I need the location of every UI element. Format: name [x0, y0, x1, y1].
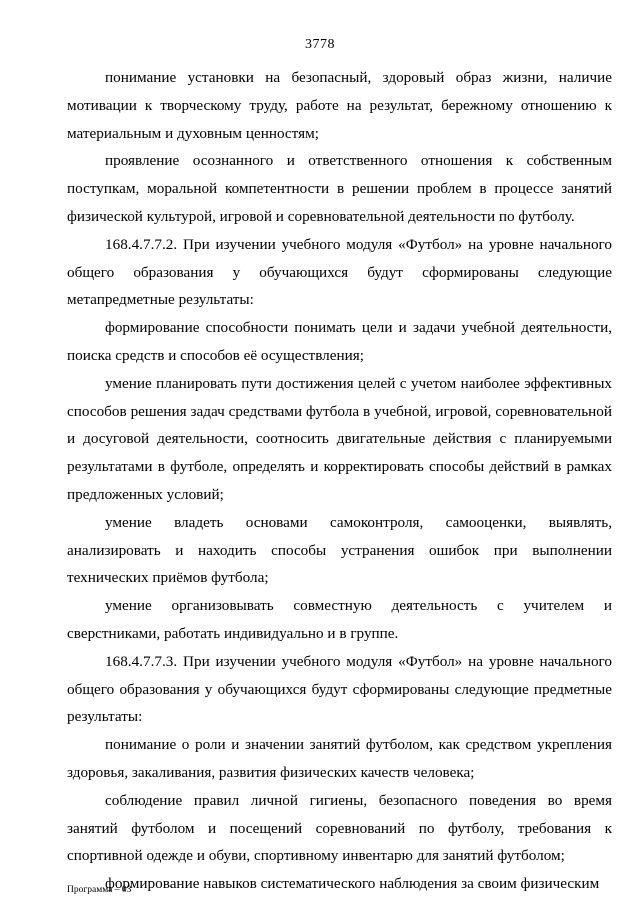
paragraph: формирование способности понимать цели и задачи учебной деятельности, поиска средств и способов её осуществления; — [67, 319, 612, 364]
paragraph: умение организовывать совместную деятельность с учителем и сверстниками, работать индивидуально и в группе. — [67, 597, 612, 642]
paragraph: умение планировать пути достижения целей с учетом наиболее эффективных способов решения задач средствами футбола в учебной, игровой, соревновательной и досуговой деятельности, соотносить двигательные действия с планируемыми результатами в футболе, определять и корректировать способы действий в рамках предложенных условий; — [67, 374, 612, 503]
footer-label: Программа – 03 — [67, 885, 132, 895]
paragraph: 168.4.7.7.3. При изучении учебного модуля «Футбол» на уровне начального общего образования у обучающихся будут сформированы следующие предметные результаты: — [67, 652, 612, 726]
paragraph: формирование навыков систематического наблюдения за своим физическим — [105, 875, 600, 893]
body-text — [67, 64, 612, 898]
paragraph: соблюдение правил личной гигиены, безопасного поведения во время занятий футболом и посещений соревнований по футболу, требования к спортивной одежде и обуви, спортивному инвентарю для занятий футболом; — [67, 791, 612, 865]
paragraph: понимание установки на безопасный, здоровый образ жизни, наличие мотивации к творческому труду, работе на результат, бережному отношению к материальным и духовным ценностям; — [67, 69, 612, 142]
page-number: 3778 — [305, 37, 335, 52]
paragraph: 168.4.7.7.2. При изучении учебного модуля «Футбол» на уровне начального общего образования у обучающихся будут сформированы следующие метапредметные результаты: — [67, 235, 612, 309]
paragraph: понимание о роли и значении занятий футболом, как средством укрепления здоровья, закаливания, развития физических качеств человека; — [67, 736, 612, 781]
paragraph: проявление осознанного и ответственного отношения к собственным поступкам, моральной компетентности в решении проблем в процессе занятий физической культурой, игровой и соревновательной деятельности по футболу. — [67, 152, 612, 225]
paragraph: умение владеть основами самоконтроля, самооценки, выявлять, анализировать и находить способы устранения ошибок при выполнении технических приёмов футбола; — [67, 513, 612, 587]
